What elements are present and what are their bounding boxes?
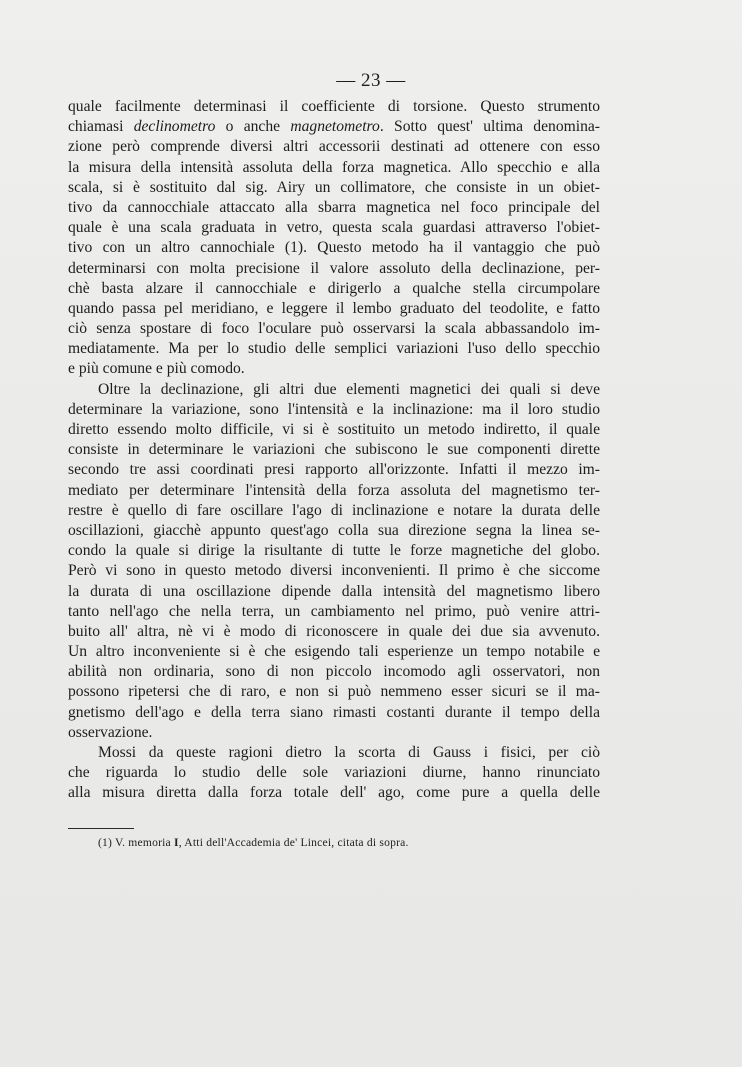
footnote-memoria-number: I: [174, 836, 179, 849]
text-run: tanto nell'ago che nella terra, un cambiamento nel primo, può venire attri-: [68, 602, 600, 620]
text-run: alla misura diretta dalla forza totale dell' ago, come pure a quella delle: [68, 784, 600, 802]
text-line: [68, 400, 600, 420]
text-run: secondo tre assi coordinati presi rapporto all'orizzonte. Infatti il mezzo im-: [68, 461, 600, 479]
text-line: [68, 178, 600, 198]
italic-term: magnetometro: [290, 118, 380, 136]
paragraph: [68, 380, 600, 743]
text-run: chè basta alzare il cannocchiale e dirigerlo a qualche stella circumpolare: [68, 279, 600, 297]
paragraph: [68, 97, 600, 380]
text-line: [68, 783, 600, 803]
paragraph: [68, 743, 600, 804]
text-line: [68, 460, 600, 480]
text-run: chiamasi: [68, 118, 134, 136]
text-line: [68, 602, 600, 622]
italic-term: declinometro: [133, 118, 216, 136]
text-run: osservazione.: [68, 723, 153, 741]
text-line: [68, 501, 600, 521]
text-line: [68, 642, 600, 662]
page-number: — 23 —: [336, 70, 406, 91]
text-run: ciò senza spostare di foco l'oculare può osservarsi la scala abbassandolo im-: [68, 320, 600, 338]
text-line: [68, 743, 600, 763]
text-line: [68, 198, 600, 218]
text-line: [68, 97, 600, 117]
text-line: [68, 582, 600, 602]
text-run: quando passa pel meridiano, e leggere il lembo graduato del teodolite, e fatto: [68, 299, 600, 317]
text-run: Mossi da queste ragioni dietro la scorta di Gauss i fisici, per ciò: [98, 744, 600, 761]
text-line: [68, 703, 600, 723]
text-run: diretto essendo molto difficile, vi si è sostituito un metodo indiretto, il quale: [68, 421, 600, 438]
text-line: [68, 481, 600, 501]
text-run: Oltre la declinazione, gli altri due elementi magnetici dei quali si deve: [98, 380, 600, 398]
footnote-text-before: V. memoria: [112, 836, 174, 849]
text-line: [68, 218, 600, 238]
text-run: mediato per determinare l'intensità della forza assoluta del magnetismo ter-: [68, 481, 600, 499]
text-run: buito all' altra, nè vi è modo di riconoscere in quale dei due sia avvenuto.: [68, 622, 600, 640]
text-run: abilità non ordinaria, sono di non piccolo incomodo agli osservatori, non: [68, 663, 600, 681]
text-line: [68, 662, 600, 682]
text-line: [68, 541, 600, 561]
text-run: e più comune e più comodo.: [68, 360, 245, 378]
footnote: [98, 836, 409, 849]
text-line: [68, 440, 600, 460]
text-line: [68, 319, 600, 339]
text-run: determinare la variazione, sono l'intensità e la inclinazione: ma il loro studio: [68, 400, 600, 418]
text-run: oscillazioni, giacchè appunto quest'ago colla sua direzione segna la linea se-: [68, 521, 600, 539]
text-run: restre è quello di fare oscillare l'ago di inclinazione e notare la durata delle: [68, 501, 600, 519]
text-run: la durata di una oscillazione dipende dalla intensità del magnetismo libero: [68, 582, 600, 600]
text-run: mediatamente. Ma per lo studio delle semplici variazioni l'uso dello specchio: [68, 340, 600, 358]
text-run: determinarsi con molta precisione il valore assoluto della declinazione, per-: [68, 259, 600, 277]
text-line: [68, 137, 600, 157]
text-line: [68, 359, 600, 379]
text-line: [68, 238, 600, 258]
text-line: [68, 279, 600, 299]
text-line: [68, 561, 600, 581]
text-line: [68, 117, 600, 137]
text-run: zione però comprende diversi altri accessorii destinati ad ottenere con esso: [68, 138, 600, 156]
text-line: [68, 723, 600, 743]
text-run: la misura della intensità assoluta della forza magnetica. Allo specchio e alla: [68, 158, 600, 176]
text-run: gnetismo dell'ago e della terra siano rimasti costanti durante il tempo della: [68, 703, 600, 721]
text-run: tivo da cannocchiale attaccato alla sbarra magnetica nel foco principale del: [68, 198, 600, 216]
text-run: possono ripetersi che di raro, e non si può nemmeno esser sicuri se il ma-: [68, 683, 600, 701]
text-run: condo la quale si dirige la risultante di tutte le forze magnetiche del globo.: [68, 542, 600, 560]
footnote-text-after: , Atti dell'Accademia de' Lincei, citata di sopra.: [178, 836, 409, 849]
footnote-marker: (1): [98, 836, 113, 849]
text-run: che riguarda lo studio delle sole variazioni diurne, hanno rinunciato: [68, 764, 600, 782]
footnote-rule: [68, 828, 134, 829]
text-run: consiste in determinare le variazioni che subiscono le sue componenti dirette: [68, 441, 600, 459]
text-run: Un altro inconveniente si è che esigendo tali esperienze un tempo notabile e: [68, 643, 600, 661]
text-line: [68, 259, 600, 279]
text-run: . Sotto quest' ultima denomina-: [379, 118, 600, 136]
text-line: [68, 420, 600, 440]
text-line: [68, 380, 600, 400]
text-run: tivo con un altro cannochiale (1). Questo metodo ha il vantaggio che può: [68, 239, 600, 257]
text-line: [68, 521, 600, 541]
text-line: [68, 158, 600, 178]
text-run: o anche: [215, 118, 291, 136]
text-line: [68, 299, 600, 319]
text-run: scala, si è sostituito dal sig. Airy un collimatore, che consiste in un obiet-: [68, 178, 600, 196]
text-run: quale è una scala graduata in vetro, questa scala guardasi attraverso l'obiet-: [68, 219, 600, 237]
text-run: quale facilmente determinasi il coefficiente di torsione. Questo strumento: [68, 98, 600, 115]
text-line: [68, 763, 600, 783]
text-line: [68, 339, 600, 359]
body-text: [68, 97, 600, 804]
text-line: [68, 682, 600, 702]
text-line: [68, 622, 600, 642]
text-run: Però vi sono in questo metodo diversi inconvenienti. Il primo è che siccome: [68, 562, 600, 580]
